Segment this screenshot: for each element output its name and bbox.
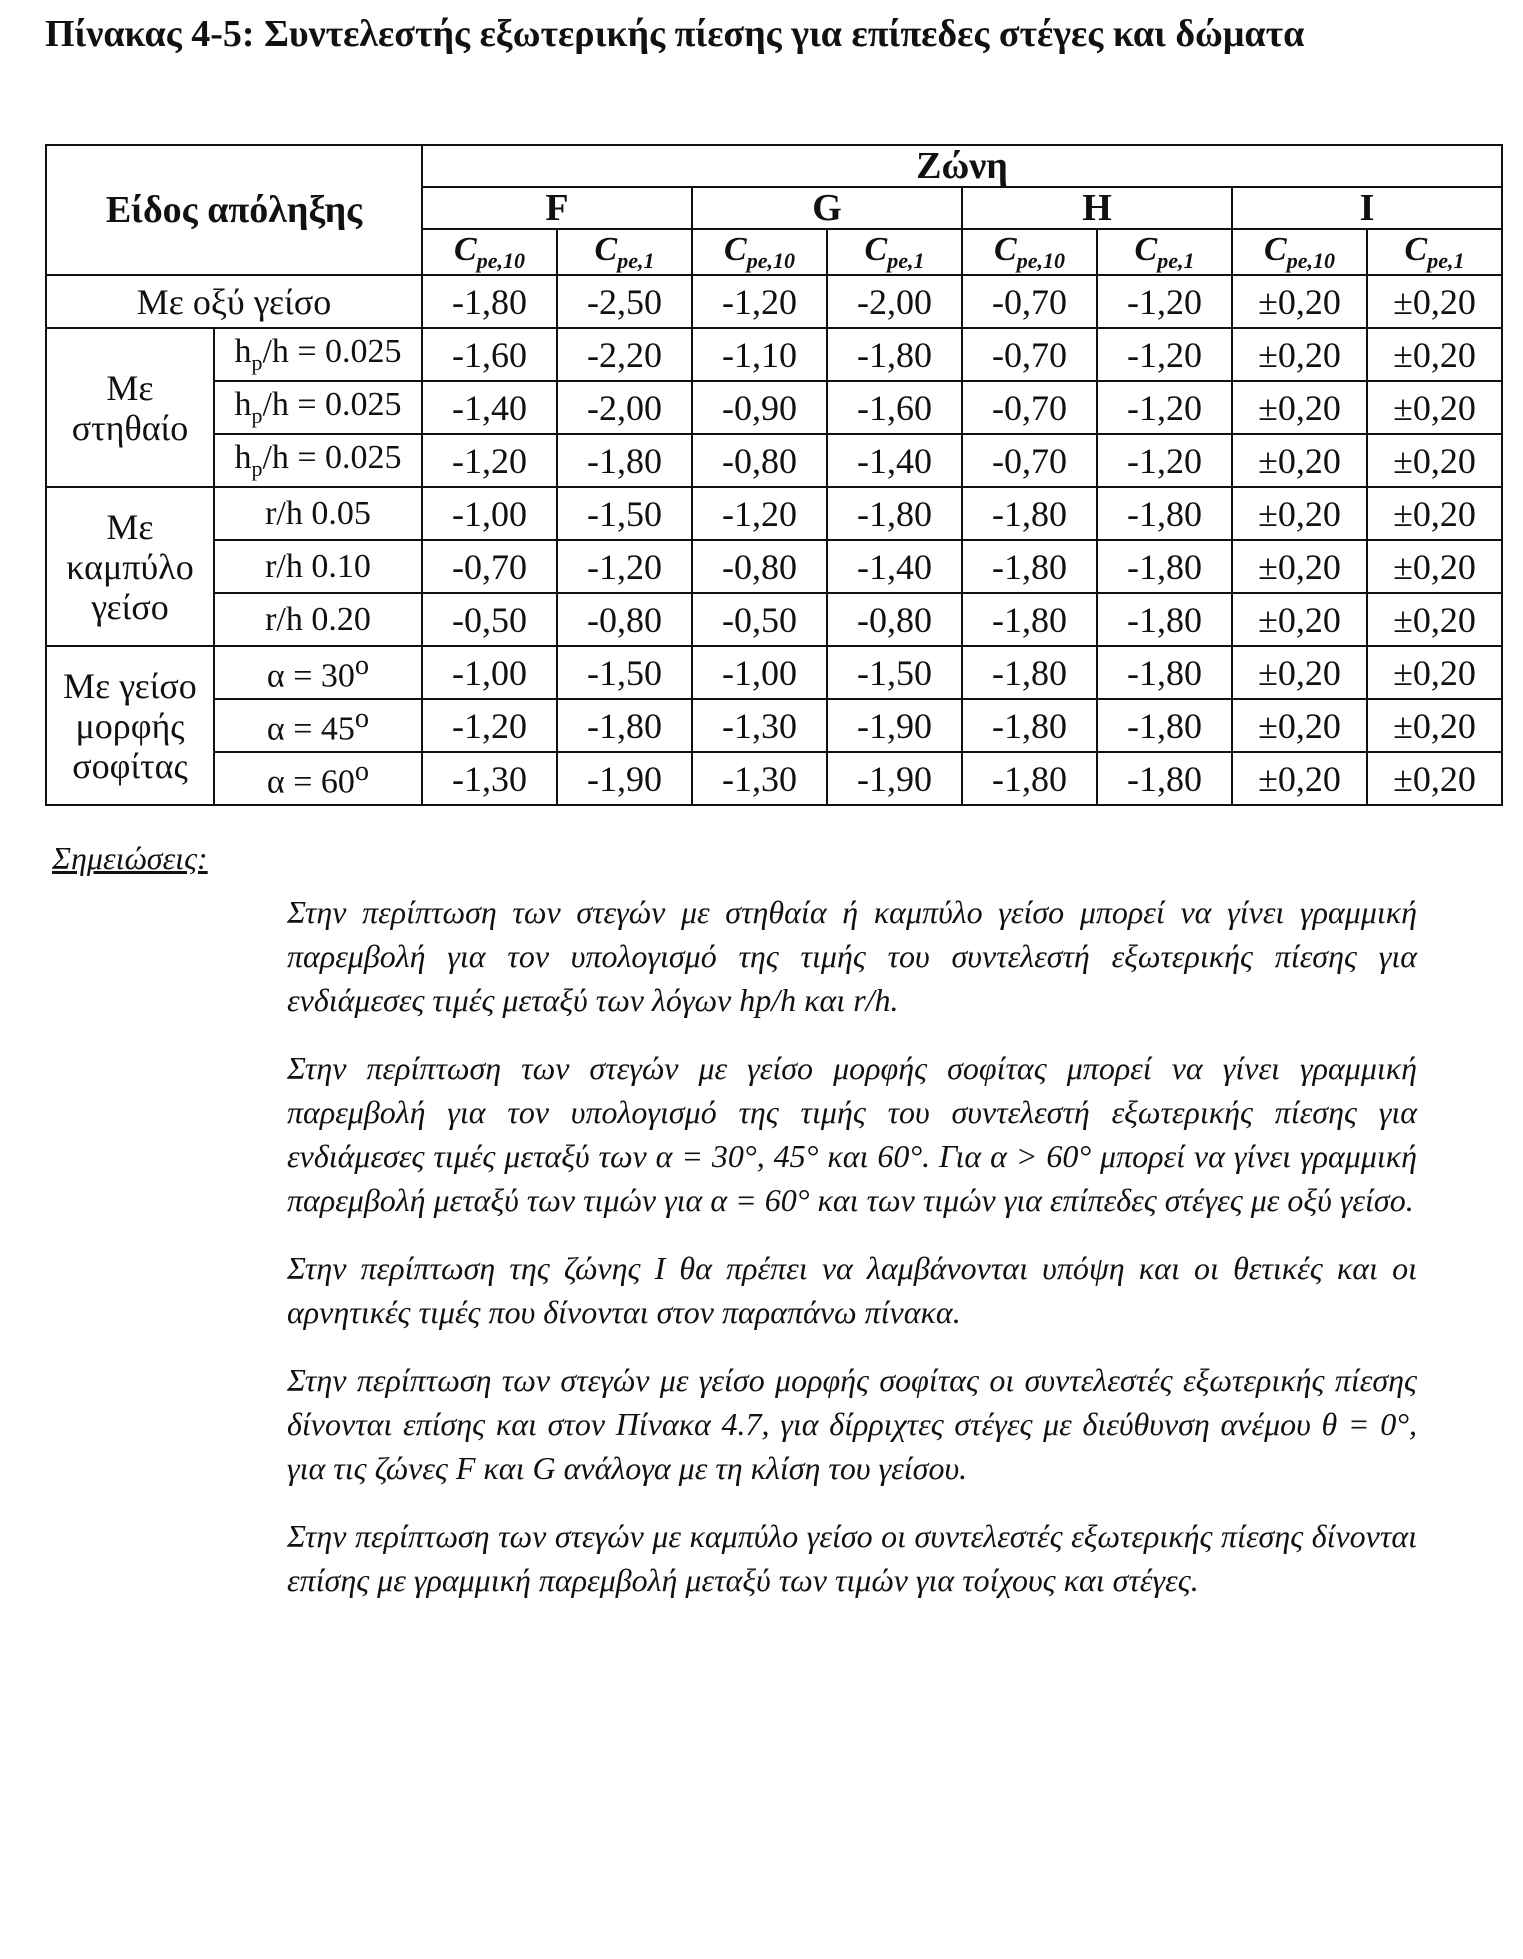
coefficient-cell: -1,20 (422, 699, 557, 752)
note-paragraph: Στην περίπτωση της ζώνης I θα πρέπει να λαμβάνονται υπόψη και οι θετικές και οι αρνητικές τιμές που δίνονται στον παραπάνω πίνακα. (287, 1250, 1417, 1330)
coef-symbol: C (1134, 230, 1158, 268)
coefficient-cell: -1,80 (827, 328, 962, 381)
coefficient-cell: ±0,20 (1232, 540, 1367, 593)
coefficient-cell: -1,80 (422, 275, 557, 328)
note-paragraph: Στην περίπτωση των στεγών με καμπύλο γείσο οι συντελεστές εξωτερικής πίεσης δίνονται επίσης με γραμμική παρεμβολή μεταξύ των τιμών για τοίχους και στέγες. (287, 1518, 1417, 1598)
angle-cell (214, 752, 422, 805)
coefficient-cell: -1,80 (1097, 593, 1232, 646)
coefficient-cell: ±0,20 (1367, 646, 1502, 699)
ratio-subscript: p (251, 455, 263, 481)
angle-cell (214, 699, 422, 752)
zone-F-header: F (422, 187, 692, 229)
coefficient-cell: -1,20 (422, 434, 557, 487)
coefficient-cell: -1,80 (1097, 540, 1232, 593)
coefficient-cell: -1,80 (557, 699, 692, 752)
table-row (46, 593, 1502, 646)
coef-symbol: C (1404, 230, 1428, 268)
ratio-subscript: p (251, 349, 263, 375)
coefficient-cell: ±0,20 (1232, 699, 1367, 752)
ratio-cell (214, 328, 422, 381)
coef-subscript: pe,1 (1427, 247, 1465, 273)
table-row (46, 434, 1502, 487)
table-row (46, 381, 1502, 434)
coefficient-cell: -1,80 (962, 699, 1097, 752)
zone-header: Ζώνη (422, 145, 1502, 187)
coefficient-cell: -1,30 (422, 752, 557, 805)
coef-header (692, 229, 827, 275)
coefficient-cell: -1,50 (827, 646, 962, 699)
coefficient-cell: ±0,20 (1367, 434, 1502, 487)
roof-type-cell: Με γείσο μορφής σοφίτας (46, 646, 214, 805)
coefficient-cell: -1,60 (422, 328, 557, 381)
coefficient-cell: -1,90 (827, 699, 962, 752)
coefficient-cell: -1,20 (1097, 381, 1232, 434)
table-row (46, 540, 1502, 593)
roof-type-cell: Με στηθαίο (46, 328, 214, 487)
coefficient-cell: ±0,20 (1232, 381, 1367, 434)
coefficient-cell: -1,40 (827, 540, 962, 593)
coefficient-cell: -2,50 (557, 275, 692, 328)
coefficient-cell: ±0,20 (1232, 275, 1367, 328)
coef-subscript: pe,10 (1016, 247, 1065, 273)
header-row-zone (46, 145, 1502, 187)
zone-H-header: H (962, 187, 1232, 229)
coefficient-cell: -0,90 (692, 381, 827, 434)
coefficient-cell: -1,80 (1097, 487, 1232, 540)
coefficient-cell: -0,80 (557, 593, 692, 646)
coefficient-cell: -1,80 (962, 646, 1097, 699)
coefficient-cell: -1,00 (692, 646, 827, 699)
coefficient-cell: -0,50 (692, 593, 827, 646)
coef-header (962, 229, 1097, 275)
coefficient-cell: -1,80 (1097, 752, 1232, 805)
ratio-cell (214, 381, 422, 434)
coefficient-cell: -1,00 (422, 646, 557, 699)
coefficient-cell: ±0,20 (1367, 275, 1502, 328)
coefficient-cell: ±0,20 (1367, 540, 1502, 593)
coefficient-cell: -1,10 (692, 328, 827, 381)
pressure-coefficient-table (45, 144, 1503, 806)
zone-G-header: G (692, 187, 962, 229)
degree-symbol: o (354, 755, 370, 787)
coef-symbol: C (594, 230, 618, 268)
coefficient-cell: ±0,20 (1232, 752, 1367, 805)
table-row (46, 646, 1502, 699)
coefficient-cell: ±0,20 (1232, 487, 1367, 540)
coefficient-cell: ±0,20 (1367, 593, 1502, 646)
coefficient-cell: -0,70 (962, 275, 1097, 328)
coefficient-cell: -0,70 (422, 540, 557, 593)
coefficient-cell: ±0,20 (1232, 434, 1367, 487)
coef-symbol: C (724, 230, 747, 268)
coefficient-cell: -1,80 (1097, 646, 1232, 699)
ratio-symbol: h (234, 333, 252, 371)
coef-header (557, 229, 692, 275)
note-paragraph: Στην περίπτωση των στεγών με γείσο μορφής σοφίτας οι συντελεστές εξωτερικής πίεσης δίνονται επίσης και στον Πίνακα 4.7, για δίρριχτες στέγες με διεύθυνση ανέμου θ = 0°, για τις ζώνες F και G ανάλογα με τη κλίση του γείσου. (287, 1362, 1417, 1486)
coefficient-cell: -1,40 (422, 381, 557, 434)
coefficient-cell: -1,90 (827, 752, 962, 805)
notes-label: Σημειώσεις: (52, 840, 208, 876)
coefficient-cell: -1,30 (692, 752, 827, 805)
degree-symbol: o (354, 702, 370, 734)
roof-type-cell: Με καμπύλο γείσο (46, 487, 214, 646)
coefficient-cell: -1,20 (557, 540, 692, 593)
coef-subscript: pe,10 (476, 247, 525, 273)
coefficient-cell: -2,20 (557, 328, 692, 381)
coefficient-cell: -0,50 (422, 593, 557, 646)
coefficient-cell: -2,00 (827, 275, 962, 328)
ratio-cell: r/h 0.10 (214, 540, 422, 593)
coefficient-cell: -0,70 (962, 434, 1097, 487)
coefficient-cell: -0,80 (692, 540, 827, 593)
coefficient-cell: -1,80 (557, 434, 692, 487)
coefficient-cell: ±0,20 (1232, 328, 1367, 381)
coefficient-cell: ±0,20 (1367, 381, 1502, 434)
zone-I-header: I (1232, 187, 1502, 229)
ratio-symbol: h (234, 439, 252, 477)
coefficient-cell: -1,80 (962, 752, 1097, 805)
table-row (46, 275, 1502, 328)
angle-value: α = 30 (266, 657, 355, 695)
coefficient-cell: -1,80 (827, 487, 962, 540)
coef-header (827, 229, 962, 275)
coefficient-cell: -1,30 (692, 699, 827, 752)
coefficient-cell: ±0,20 (1367, 752, 1502, 805)
coefficient-cell: -1,40 (827, 434, 962, 487)
coef-symbol: C (454, 230, 477, 268)
coefficient-cell: ±0,20 (1367, 487, 1502, 540)
coefficient-cell: -1,20 (692, 275, 827, 328)
ratio-value: /h = 0.025 (262, 333, 402, 371)
coefficient-cell: -1,20 (1097, 275, 1232, 328)
table-row (46, 752, 1502, 805)
table-row (46, 487, 1502, 540)
coef-header (1232, 229, 1367, 275)
coefficient-cell: ±0,20 (1367, 328, 1502, 381)
notes-section (287, 890, 1417, 1626)
note-paragraph: Στην περίπτωση των στεγών με γείσο μορφής σοφίτας μπορεί να γίνει γραμμική παρεμβολή για τον υπολογισμό της τιμής του συντελεστή εξωτερικής πίεσης για ενδιάμεσες τιμές μεταξύ των α = 30°, 45° και 60°. Για α > 60° μπορεί να γίνει γραμμική παρεμβολή μεταξύ των τιμών για α = 60° και των τιμών για επίπεδες στέγες με οξύ γείσο. (287, 1050, 1417, 1218)
table-row (46, 328, 1502, 381)
degree-symbol: o (354, 649, 370, 681)
coefficient-cell: -1,20 (692, 487, 827, 540)
ratio-cell: r/h 0.05 (214, 487, 422, 540)
coef-symbol: C (864, 230, 888, 268)
ratio-symbol: h (234, 386, 252, 424)
ratio-cell: r/h 0.20 (214, 593, 422, 646)
note-paragraph: Στην περίπτωση των στεγών με στηθαία ή καμπύλο γείσο μπορεί να γίνει γραμμική παρεμβολή για τον υπολογισμό της τιμής του συντελεστή εξωτερικής πίεσης για ενδιάμεσες τιμές μεταξύ των λόγων hp/h και r/h. (287, 894, 1417, 1018)
coef-header (1097, 229, 1232, 275)
roof-type-cell: Με οξύ γείσο (46, 275, 422, 328)
coefficient-cell: -1,20 (1097, 434, 1232, 487)
table-row (46, 699, 1502, 752)
angle-value: α = 45 (266, 710, 355, 748)
coefficient-cell: ±0,20 (1232, 646, 1367, 699)
coefficient-cell: -0,80 (692, 434, 827, 487)
coef-subscript: pe,1 (887, 247, 925, 273)
coefficient-cell: -1,80 (962, 487, 1097, 540)
coefficient-cell: ±0,20 (1232, 593, 1367, 646)
coefficient-cell: -1,90 (557, 752, 692, 805)
ratio-value: /h = 0.025 (262, 439, 402, 477)
coefficient-cell: -1,60 (827, 381, 962, 434)
ratio-value: /h = 0.025 (262, 386, 402, 424)
ratio-subscript: p (251, 402, 263, 428)
coef-subscript: pe,10 (746, 247, 795, 273)
coefficient-cell: -1,20 (1097, 328, 1232, 381)
coefficient-cell: -1,80 (1097, 699, 1232, 752)
coefficient-cell: -0,70 (962, 381, 1097, 434)
coefficient-cell: -2,00 (557, 381, 692, 434)
coefficient-cell: -1,80 (962, 540, 1097, 593)
coefficient-cell: ±0,20 (1367, 699, 1502, 752)
table-title: Πίνακας 4-5: Συντελεστής εξωτερικής πίεσης για επίπεδες στέγες και δώματα (45, 13, 1305, 55)
angle-cell (214, 646, 422, 699)
coef-subscript: pe,1 (1157, 247, 1195, 273)
coefficient-cell: -0,80 (827, 593, 962, 646)
coef-symbol: C (1264, 230, 1287, 268)
coefficient-cell: -1,00 (422, 487, 557, 540)
coefficient-cell: -1,80 (962, 593, 1097, 646)
coefficient-cell: -0,70 (962, 328, 1097, 381)
kind-header: Είδος απόληξης (46, 145, 422, 275)
coef-header (1367, 229, 1502, 275)
coefficient-cell: -1,50 (557, 646, 692, 699)
angle-value: α = 60 (266, 763, 355, 801)
ratio-cell (214, 434, 422, 487)
coef-symbol: C (994, 230, 1017, 268)
coef-subscript: pe,1 (617, 247, 655, 273)
coefficient-cell: -1,50 (557, 487, 692, 540)
coef-subscript: pe,10 (1286, 247, 1335, 273)
coef-header (422, 229, 557, 275)
